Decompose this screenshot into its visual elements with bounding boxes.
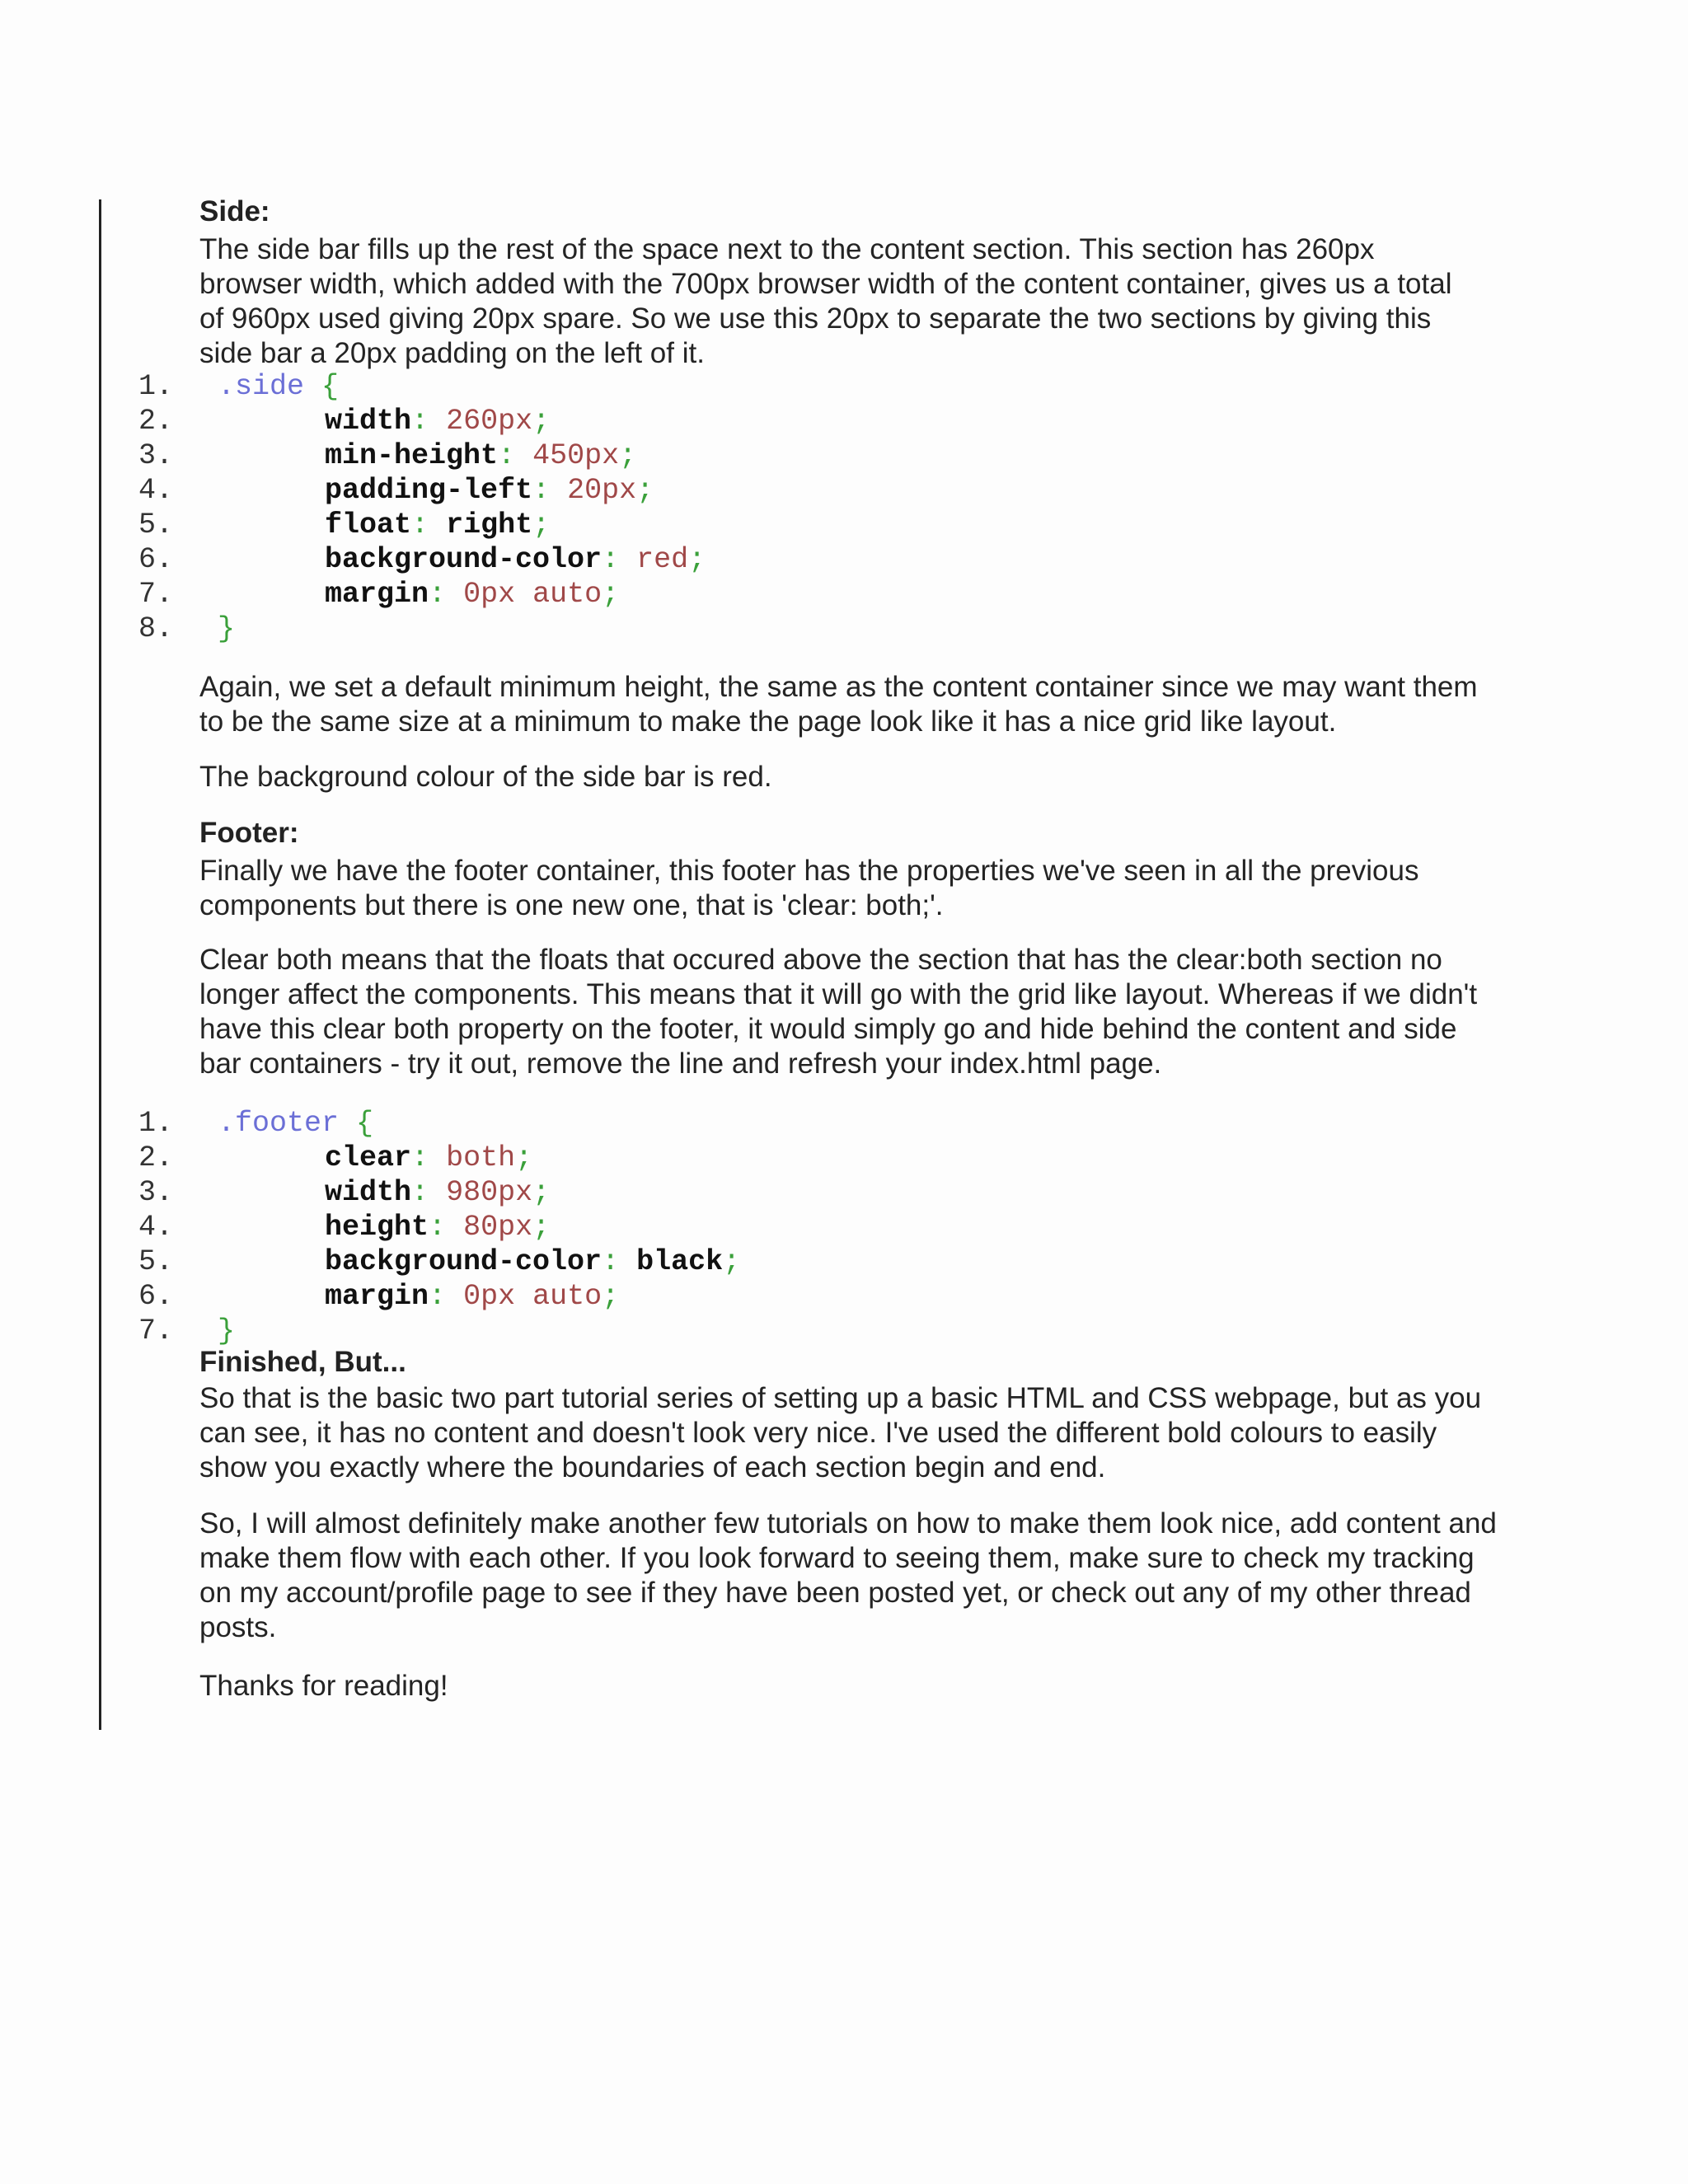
side-property: min-height	[325, 439, 499, 472]
side-colon: :	[411, 405, 429, 438]
side-colon: :	[429, 578, 447, 611]
footer-property: margin	[325, 1280, 429, 1313]
side-line-number: 8.	[138, 612, 173, 645]
side-property: margin	[325, 578, 429, 611]
footer-line-number: 2.	[138, 1141, 173, 1174]
side-colon: :	[602, 543, 620, 576]
footer-code-text	[218, 1314, 235, 1348]
footer-property: width	[325, 1176, 412, 1209]
footer-code-text	[325, 1141, 532, 1175]
side-code-text	[325, 404, 550, 438]
side-property: background-color	[325, 543, 603, 576]
footer-colon: :	[411, 1141, 429, 1174]
footer-property: background-color	[325, 1245, 603, 1278]
footer-code-text	[325, 1279, 619, 1314]
footer-colon: :	[411, 1176, 429, 1209]
side-intro: The side bar fills up the rest of the space next to the content section. This section has 260px browser width, which added with the 700px browser width of the content container, gives us a total of 960px used giving 20px spare. So we use this 20px to separate the two sections by giving this side bar a 20px padding on the left of it.	[199, 233, 1452, 369]
footer-semicolon: ;	[532, 1176, 551, 1209]
footer-code-text	[325, 1210, 550, 1244]
side-semicolon: ;	[619, 439, 637, 472]
side-heading: Side:	[199, 195, 270, 227]
footer-colon: :	[602, 1245, 620, 1278]
footer-line-number: 4.	[138, 1211, 173, 1244]
finished-heading: Finished, But...	[199, 1346, 406, 1378]
footer-heading: Footer:	[199, 817, 299, 849]
side-property: float	[325, 509, 412, 541]
side-line-number: 2.	[138, 405, 173, 438]
side-code-text	[325, 577, 619, 612]
footer-colon: :	[429, 1280, 447, 1313]
side-code-text	[325, 508, 550, 542]
side-semicolon: ;	[636, 474, 654, 507]
side-line-number: 5.	[138, 509, 173, 541]
footer-value: 0px auto	[463, 1280, 603, 1313]
side-code-text	[325, 438, 636, 473]
side-code-text	[218, 612, 235, 646]
footer-intro: Finally we have the footer container, this footer has the properties we've seen in all the previous components but there is one new one, that is 'clear: both;'.	[199, 855, 1419, 921]
footer-para2: Clear both means that the floats that occured above the section that has the clear:both section no longer affect the components. This means that it will go with the grid like layout. Whereas if we didn't have this clear both property on the footer, it would simply go and hide behind the content and side bar containers - try it out, remove the line and refresh your index.html page.	[199, 944, 1478, 1080]
footer-semicolon: ;	[602, 1280, 620, 1313]
footer-line-number: 5.	[138, 1245, 173, 1278]
side-semicolon: ;	[532, 405, 551, 438]
side-close-brace: }	[218, 612, 236, 645]
footer-value: 80px	[463, 1211, 533, 1244]
side-code-text	[218, 369, 339, 404]
footer-close-brace: }	[218, 1315, 236, 1347]
side-para2: Again, we set a default minimum height, the same as the content container since we may want them to be the same size at a minimum to make the page look like it has a nice grid like layout.	[199, 671, 1478, 738]
footer-value: 980px	[446, 1176, 533, 1209]
footer-value: black	[636, 1245, 724, 1278]
finished-para2: So, I will almost definitely make another few tutorials on how to make them look nice, add content and make them flow with each other. If you look forward to seeing them, make sure to check my tracking on my account/profile page to see if they have been posted yet, or check out any of my other thread posts.	[199, 1507, 1497, 1643]
side-colon: :	[498, 439, 516, 472]
footer-code-text	[325, 1244, 740, 1279]
footer-line-number: 3.	[138, 1176, 173, 1209]
side-line-number: 3.	[138, 439, 173, 472]
side-line-number: 1.	[138, 370, 173, 403]
footer-colon: :	[429, 1211, 447, 1244]
footer-semicolon: ;	[515, 1141, 533, 1174]
footer-line-number: 7.	[138, 1315, 173, 1347]
side-line-number: 4.	[138, 474, 173, 507]
footer-value: both	[446, 1141, 516, 1174]
side-code-text	[325, 542, 706, 577]
footer-open-brace: {	[356, 1107, 374, 1140]
side-property: padding-left	[325, 474, 533, 507]
side-value: 20px	[567, 474, 637, 507]
side-value: 450px	[532, 439, 620, 472]
side-code-text	[325, 473, 654, 508]
footer-property: height	[325, 1211, 429, 1244]
side-value: 260px	[446, 405, 533, 438]
side-semicolon: ;	[602, 578, 620, 611]
footer-line-number: 1.	[138, 1107, 173, 1140]
side-value: right	[446, 509, 533, 541]
side-semicolon: ;	[688, 543, 706, 576]
side-colon: :	[532, 474, 551, 507]
side-value: red	[636, 543, 689, 576]
finished-para1: So that is the basic two part tutorial series of setting up a basic HTML and CSS webpage, but as you can see, it has no content and doesn't look very nice. I've used the different bold colours to easily show you exactly where the boundaries of each section begin and end.	[199, 1382, 1482, 1483]
footer-code-text	[325, 1175, 550, 1210]
side-selector: .side	[218, 370, 305, 403]
side-colon: :	[411, 509, 429, 541]
footer-selector: .footer	[218, 1107, 340, 1140]
side-line-number: 7.	[138, 578, 173, 611]
side-property: width	[325, 405, 412, 438]
footer-property: clear	[325, 1141, 412, 1174]
side-semicolon: ;	[532, 509, 551, 541]
side-para3: The background colour of the side bar is red.	[199, 761, 772, 793]
quote-rule	[99, 199, 101, 1730]
footer-code-text	[218, 1106, 373, 1141]
finished-para3: Thanks for reading!	[199, 1670, 448, 1702]
side-value: 0px auto	[463, 578, 603, 611]
side-open-brace: {	[321, 370, 340, 403]
footer-semicolon: ;	[532, 1211, 551, 1244]
footer-line-number: 6.	[138, 1280, 173, 1313]
footer-semicolon: ;	[723, 1245, 741, 1278]
side-line-number: 6.	[138, 543, 173, 576]
